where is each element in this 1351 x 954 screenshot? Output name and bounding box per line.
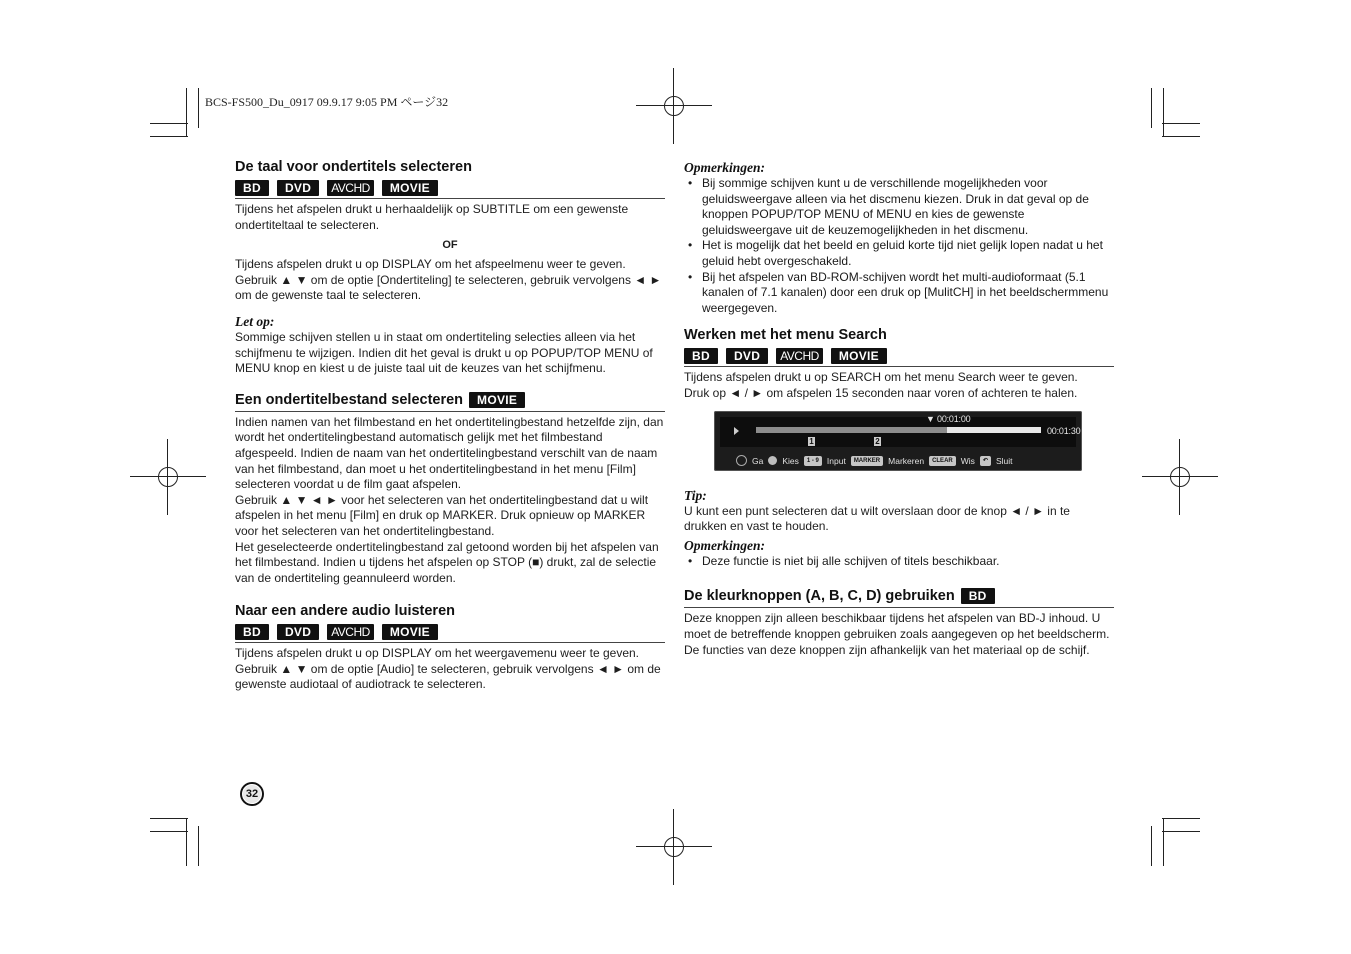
section-title: De taal voor ondertitels selecteren [235, 159, 472, 175]
badge-movie: MOVIE [831, 348, 887, 364]
badge-dvd: DVD [277, 624, 319, 640]
registration-mark [130, 439, 206, 515]
badge-dvd: DVD [277, 180, 319, 196]
tip-heading: Tip: [684, 487, 707, 503]
badge-avchd: AVCHD [776, 348, 823, 364]
section-title-row [684, 587, 1114, 608]
badge-avchd: AVCHD [327, 180, 374, 196]
button-legend: Ga Kies 1 - 9 Input MARKER Markeren CLEAR Wis ↶ Sluit [736, 455, 1012, 466]
current-time: ▼ 00:01:00 [926, 414, 971, 424]
search-menu-screenshot [714, 411, 1082, 471]
enter-icon [768, 456, 777, 465]
list-item: • Het is mogelijk dat het beeld en geluid korte tijd niet gelijk lopen nadat u het geluid hebt overgeschakeld. [684, 238, 1114, 269]
list-item: • Deze functie is niet bij alle schijven of titels beschikbaar. [684, 554, 1114, 570]
or-separator: OF [442, 239, 458, 252]
registration-mark [636, 809, 712, 885]
right-column [684, 160, 1114, 658]
crop-mark [1162, 136, 1200, 137]
paragraph: Sommige schijven stellen u in staat om ondertiteling selecties alleen via het schijfmenu te wijzigen. Indien dit het geval is drukt u op POPUP/TOP MENU of MENU knop en kiest u de juiste taal uit de keuzes van het schijfmenu. [235, 329, 653, 376]
total-time: 00:01:30 [1047, 426, 1081, 436]
section-title: De kleurknoppen (A, B, C, D) gebruiken [684, 588, 955, 605]
notes-heading: Opmerkingen: [684, 160, 765, 175]
progress-track [756, 427, 1041, 433]
marker-2: 2 [875, 437, 880, 446]
progress-fill [756, 427, 947, 433]
crop-mark [150, 831, 188, 832]
registration-mark [636, 68, 712, 144]
section-title: Een ondertitelbestand selecteren [235, 391, 464, 408]
badge-bd: BD [235, 180, 269, 196]
crop-mark [186, 88, 187, 136]
disc-badges [235, 624, 665, 643]
crop-mark [186, 818, 187, 866]
paragraph: Gebruik ▲ ▼ ◄ ► voor het selecteren van het ondertitelingbestand dat u wilt afspelen in het menu [Film] en druk op MARKER. Druk opnieuw op MARKER voor het selecteren van het ondertitelingbestand. [235, 492, 649, 538]
paragraph: Tijdens het afspelen drukt u herhaaldelijk op SUBTITLE om een gewenste ondertiteltaal te selecteren. [235, 202, 629, 232]
page-number: 32 [240, 782, 264, 806]
notes-list [684, 554, 1114, 570]
notes-list [684, 176, 1114, 316]
crop-mark [1163, 88, 1164, 136]
badge-movie: MOVIE [469, 392, 525, 408]
badge-bd: BD [684, 348, 718, 364]
paragraph: Druk op ◄ / ► om afspelen 15 seconden naar voren of achteren te halen. [684, 385, 1078, 400]
section-title-row [235, 391, 665, 412]
paragraph: Het geselecteerde ondertitelingbestand zal getoond worden bij het afspelen van het filmbestand. Indien u tijdens het afspelen op STOP (■) drukt, zal de selectie van de ondertiteling geannuleerd worden. [235, 539, 659, 585]
paragraph: Deze knoppen zijn alleen beschikbaar tijdens het afspelen van BD-J inhoud. U moet de betreffende knoppen gebruiken zoals aangegeven op het beeldscherm. De functies van deze knoppen zijn afhankelijk van het materiaal op de schijf. [684, 611, 1110, 657]
section-title: Werken met het menu Search [684, 327, 887, 344]
crop-mark [1162, 831, 1200, 832]
clear-key: CLEAR [929, 456, 956, 466]
marker-key: MARKER [851, 456, 883, 466]
list-item: • Bij het afspelen van BD-ROM-schijven wordt het multi-audioformaat (5.1 kanalen of 7.1 kanalen) door een druk op [MulitCH] in het beeldschermmenu weergegeven. [684, 270, 1114, 317]
section-title: Naar een andere audio luisteren [235, 603, 455, 620]
notes-heading: Opmerkingen: [684, 537, 765, 553]
crop-mark [1151, 826, 1152, 866]
number-key: 1 - 9 [804, 456, 822, 466]
badge-movie: MOVIE [382, 624, 438, 640]
crop-mark [1162, 818, 1200, 819]
registration-mark [1142, 439, 1218, 515]
badge-bd: BD [961, 588, 995, 604]
marker-1: 1 [809, 437, 814, 446]
crop-mark [198, 88, 199, 128]
paragraph: Tijdens afspelen drukt u op DISPLAY om het afspeelmenu weer te geven. Gebruik ▲ ▼ om de optie [Ondertiteling] te selecteren, gebruik vervolgens ◄ ► om de gewenste taal te selecteren. [235, 257, 662, 303]
crop-mark [150, 123, 188, 124]
play-icon [734, 427, 739, 435]
print-header: BCS-FS500_Du_0917 09.9.17 9:05 PM ページ32 [205, 95, 449, 109]
return-icon: ↶ [980, 456, 991, 466]
paragraph: Tijdens afspelen drukt u op SEARCH om het menu Search weer te geven. [684, 370, 1078, 385]
paragraph: Gebruik ▲ ▼ om de optie [Audio] te selecteren, gebruik vervolgens ◄ ► om de gewenste audiotaal of audiotrack te selecteren. [235, 661, 661, 692]
disc-badges [235, 180, 665, 199]
badge-dvd: DVD [726, 348, 768, 364]
note-heading: Let op: [235, 313, 275, 329]
crop-mark [150, 818, 188, 819]
badge-avchd: AVCHD [327, 624, 374, 640]
crop-mark [1151, 88, 1152, 128]
badge-movie: MOVIE [382, 180, 438, 196]
navigate-icon [736, 455, 747, 466]
crop-mark [1162, 123, 1200, 124]
left-column [235, 158, 665, 693]
crop-mark [1163, 818, 1164, 866]
list-item: • Bij sommige schijven kunt u de verschillende mogelijkheden voor geluidsweergave alleen via het discmenu kiezen. Druk in dat geval op de knoppen POPUP/TOP MENU of MENU en kies de gewenste geluidsweergave uit de keuzemogelijkheden in het discmenu. [684, 176, 1114, 238]
crop-mark [150, 136, 188, 137]
disc-badges [684, 348, 1114, 367]
crop-mark [198, 826, 199, 866]
paragraph: Indien namen van het filmbestand en het ondertitelingbestand hetzelfde zijn, dan wordt het ondertitelingbestand automatisch gelijk met het filmbestand afgespeeld. Indien de naam van het ondertitelingbestand verschilt van de naam van het filmbestand, dan moet u het ondertitelingbestand in het menu [Film] selecteren voordat u de film gaat afspelen. [235, 414, 664, 492]
paragraph: U kunt een punt selecteren dat u wilt overslaan door de knop ◄ / ► in te drukken en vast te houden. [684, 503, 1070, 534]
paragraph: Tijdens afspelen drukt u op DISPLAY om het weergavemenu weer te geven. [235, 646, 640, 661]
badge-bd: BD [235, 624, 269, 640]
